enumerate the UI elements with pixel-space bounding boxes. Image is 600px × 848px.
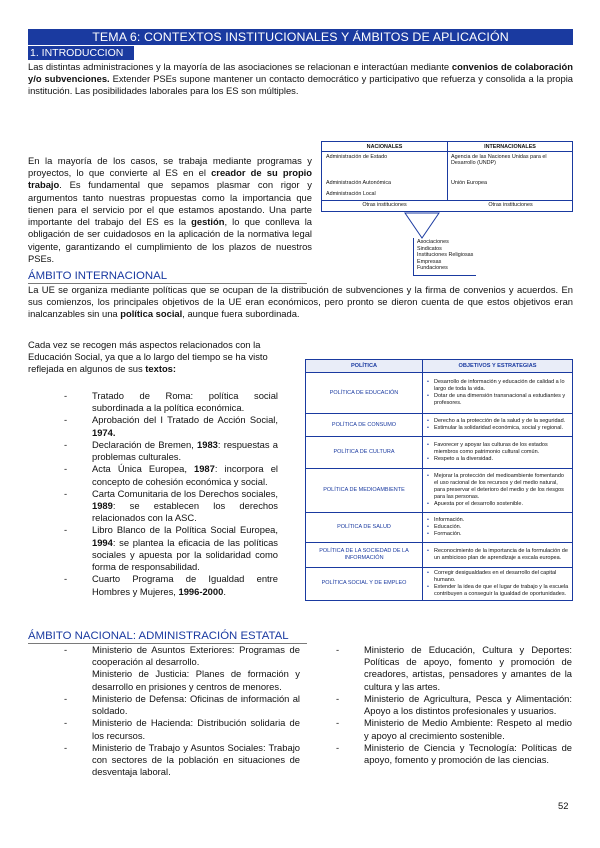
objective-item: • Educación.: [427, 524, 569, 531]
diagram-footer-rule: [322, 200, 572, 201]
objective-item: • Extender la idea de que el lugar de trabajo y la escuela contribuyen a conseguir la igualdad de oportunidades.: [427, 584, 569, 598]
diagram-entity: Sindicatos: [417, 245, 442, 252]
objective-item: • Formación.: [427, 531, 569, 538]
table-row: [306, 543, 573, 568]
national-heading: ÁMBITO NACIONAL: ADMINISTRACIÓN ESTATAL: [28, 630, 289, 642]
page-number: 52: [558, 800, 569, 811]
list-item: - Ministerio de Medio Ambiente: Respeto al medio y apoyo al crecimiento sostenible.: [336, 717, 572, 741]
list-item: - Libro Blanco de la Política Social Europea, 1994: se plantea la eficacia de las políticas sociales y apuesta por la solidaridad como forma de responsabilidad.: [64, 524, 278, 573]
list-item: Ministerio de Justicia: Planes de formación y desarrollo en prisiones y centros de menores.: [92, 668, 300, 692]
table-header-row: [306, 360, 573, 373]
objective-item: • Apuesta por el desarrollo sostenible.: [427, 501, 569, 508]
list-item: - Tratado de Roma: política social subordinada a la política económica.: [64, 390, 278, 414]
objective-item: • Mejorar la protección del medioambiente fomentando el uso racional de los recursos y del medio natural, para preservar el deterioro del medio y de los riesgos para las personas.: [427, 473, 569, 501]
list-item: - Cuarto Programa de Igualdad entre Hombres y Mujeres, 1996-2000.: [64, 573, 278, 597]
table-header-policy: POLÍTICA: [306, 360, 423, 373]
diagram-col-international-header: INTERNACIONALES: [447, 142, 573, 152]
diagram-international-footer: Otras instituciones: [488, 202, 533, 208]
national-ministries-right: [336, 644, 572, 766]
eu-policies-table: [305, 359, 573, 601]
intro-paragraph-1: Las distintas administraciones y la mayoría de las asociaciones se relacionan e interactúan mediante convenios de colaboración y/o subvenciones. Extender PSEs supone mantener un contacto democrático y participativo que refuerza y consolida a la propia institución. Las posibilidades laborales para los ES son múltiples.: [28, 61, 573, 97]
diagram-entity: Asociaciones: [417, 239, 449, 245]
international-paragraph-2: Cada vez se recogen más aspectos relacionados con la Educación Social, ya que a lo largo del tiempo se ha visto reflejada en algunos de sus textos:: [28, 339, 268, 375]
policy-objectives: [423, 373, 573, 414]
policy-name: POLÍTICA DE LA SOCIEDAD DE LA INFORMACIÓN: [306, 543, 423, 568]
list-item: - Declaración de Bremen, 1983: respuestas a problemas culturales.: [64, 438, 278, 463]
table-row: [306, 373, 573, 414]
diagram-national-item: Administración Local: [326, 191, 376, 197]
policy-name: POLÍTICA DE EDUCACIÓN: [306, 373, 423, 414]
diagram-national-item: Administración de Estado: [326, 154, 388, 160]
diagram-national-footer: Otras instituciones: [362, 202, 407, 208]
list-item: - Ministerio de Trabajo y Asuntos Sociales: Trabajo con sectores de la población en situaciones de desventaja laboral.: [64, 741, 300, 778]
page-title: TEMA 6: CONTEXTOS INSTITUCIONALES Y ÁMBITOS DE APLICACIÓN: [28, 29, 573, 45]
objective-item: • Respeto a la diversidad.: [427, 456, 569, 463]
policy-objectives: [423, 568, 573, 601]
objective-item: • Favorecer y apoyar las culturas de los estados miembros como patrimonio cultural común.: [427, 442, 569, 456]
policy-name: POLÍTICA DE SALUD: [306, 513, 423, 543]
list-item: - Ministerio de Asuntos Exteriores: Programas de cooperación al desarrollo.: [64, 644, 300, 668]
table-row: [306, 414, 573, 437]
table-row: [306, 568, 573, 601]
list-item: - Aprobación del I Tratado de Acción Social, 1974.: [64, 414, 278, 438]
institutions-diagram: [321, 141, 573, 212]
table-row: [306, 513, 573, 543]
objective-item: • Información.: [427, 517, 569, 524]
international-heading: ÁMBITO INTERNACIONAL: [28, 270, 168, 282]
diagram-arrow-icon: [404, 212, 440, 240]
diagram-national-item: Administración Autonómica: [326, 180, 392, 186]
policy-name: POLÍTICA SOCIAL Y DE EMPLEO: [306, 568, 423, 601]
objective-item: • Dotar de una dimensión transnacional a estudiantes y profesores.: [427, 393, 569, 407]
diagram-entity: Instituciones Religiosas: [417, 252, 474, 259]
list-item: - Ministerio de Agricultura, Pesca y Alimentación: Apoyo a los distintos profesionales y usuarios.: [336, 692, 572, 717]
objective-item: • Estimular la solidaridad económica, social y regional.: [427, 425, 569, 432]
diagram-entity: Fundaciones: [417, 265, 448, 272]
policy-name: POLÍTICA DE CONSUMO: [306, 414, 423, 437]
intro-paragraph-2: En la mayoría de los casos, se trabaja mediante programas y proyectos, lo que convierte al ES en el creador de su propio trabajo. Es fundamental que sepamos plasmar con rigor y argumentos tanto nuestras propuestas como la importancia que tienen para el servicio por el que estamos apostando. Una parte importante del trabajo del ES es la gestión, lo que conlleva la obligación de ser cuidadosos en la aplicación de la normativa legal vigente, garantizando el cumplimiento de los plazos de nuestros PSEs.: [28, 155, 313, 264]
objective-item: • Derecho a la protección de la salud y de la seguridad.: [427, 418, 569, 425]
diagram-entity: Empresas: [417, 258, 442, 265]
policy-objectives: [423, 437, 573, 469]
national-ministries-left: [64, 644, 300, 778]
objective-item: • Desarrollo de información y educación de calidad a lo largo de toda la vida.: [427, 379, 569, 393]
eu-texts-list: [64, 390, 278, 598]
diagram-col-national-header: NACIONALES: [322, 142, 447, 152]
policy-objectives: [423, 414, 573, 437]
policy-name: POLÍTICA DE CULTURA: [306, 437, 423, 469]
international-paragraph-1: La UE se organiza mediante políticas que se ocupan de la distribución de subvenciones y la firma de convenios y acuerdos. En sus comienzos, los principales objetivos de la UE eran económicos, pero pronto se dieron cuenta de que estos objetivos eran inalcanzables sin una política social, aunque fuera subordinada.: [28, 284, 573, 320]
intro-heading: 1. INTRODUCCION: [28, 46, 134, 60]
policy-objectives: [423, 513, 573, 543]
list-item: - Ministerio de Defensa: Oficinas de información al soldado.: [64, 692, 300, 717]
list-item: - Carta Comunitaria de los Derechos sociales, 1989: se establecen los derechos relacionados con la ASC.: [64, 487, 278, 524]
diagram-divider: [447, 142, 448, 200]
policy-objectives: [423, 543, 573, 568]
list-item: - Ministerio de Ciencia y Tecnología: Políticas de apoyo, fomento y promoción de las ciencias.: [336, 741, 572, 765]
objective-item: • Reconocimiento de la importancia de la formulación de un ambicioso plan de aprendizaje a escala europea.: [427, 548, 569, 562]
objective-item: • Corregir desigualdades en el desarrollo del capital humano.: [427, 570, 569, 584]
diagram-other-entities: [413, 238, 476, 276]
list-item: - Acta Única Europea, 1987: incorpora el concepto de cohesión económica y social.: [64, 463, 278, 487]
diagram-international-item: Unión Europea: [451, 180, 487, 186]
table-header-objectives: OBJETIVOS Y ESTRATEGIAS: [423, 360, 573, 373]
list-item: - Ministerio de Hacienda: Distribución solidaria de los recursos.: [64, 717, 300, 741]
list-item: - Ministerio de Educación, Cultura y Deportes: Políticas de apoyo, fomento y promoción de creadores, artistas, pensadores y amantes de la cultura y las artes.: [336, 644, 572, 692]
table-row: [306, 437, 573, 469]
policy-objectives: [423, 469, 573, 513]
policy-name: POLÍTICA DE MEDIOAMBIENTE: [306, 469, 423, 513]
diagram-international-item: Agencia de las Naciones Unidas para el Desarrollo (UNDP): [451, 154, 547, 167]
table-row: [306, 469, 573, 513]
